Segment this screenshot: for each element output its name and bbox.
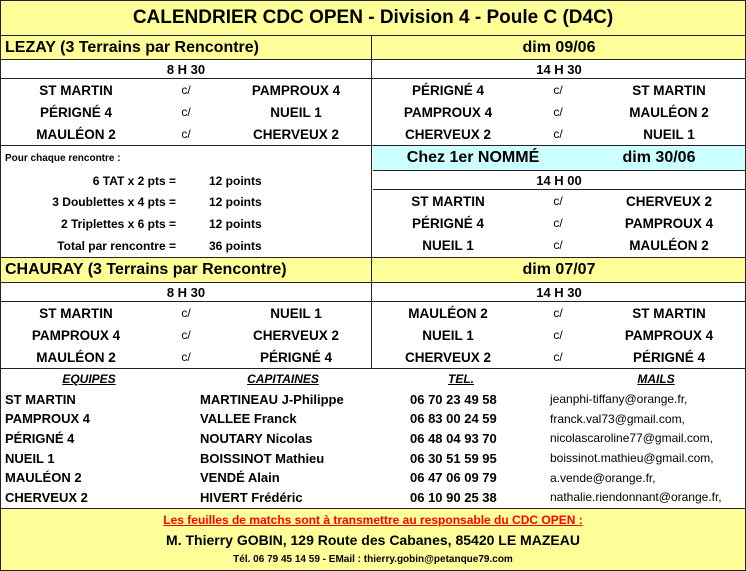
footer [1, 509, 745, 570]
block1-matches [1, 79, 745, 145]
block3-times [1, 283, 745, 301]
match-row: CHERVEUX 2 c/ PÉRIGNÉ 4 [404, 349, 706, 365]
scoring-box [1, 146, 371, 257]
middle-section [1, 146, 745, 257]
match-row: ST MARTIN c/ NUEIL 1 [39, 305, 322, 321]
block3-date: dim 07/07 [522, 261, 596, 278]
contacts-header [1, 369, 745, 389]
match-row: PÉRIGNÉ 4 c/ NUEIL 1 [39, 104, 322, 120]
match-row: MAULÉON 2 c/ CHERVEUX 2 [36, 126, 340, 142]
match-row: CHERVEUX 2 c/ NUEIL 1 [404, 126, 695, 142]
match-row: PAMPROUX 4 c/ MAULÉON 2 [403, 104, 709, 120]
match-row: PAMPROUX 4 c/ CHERVEUX 2 [31, 327, 340, 343]
header-capitaines: CAPITAINES [247, 372, 319, 386]
block2-time-row [373, 171, 745, 189]
contact-row: CHERVEUX 2 HIVERT Frédéric 06 10 90 25 38 nathalie.riendonnant@orange.fr, [1, 487, 745, 507]
block1-time-right: 14 H 30 [536, 61, 582, 77]
block1-header [1, 36, 745, 59]
contact-row: PAMPROUX 4 VALLEE Franck 06 83 00 24 59 franck.val73@gmail.com, [1, 409, 745, 428]
match-row: NUEIL 1 c/ PAMPROUX 4 [422, 327, 714, 343]
mail-link[interactable]: jeanphi-tiffany@orange.fr, [550, 392, 688, 406]
contacts-table [1, 369, 745, 508]
scoring-line: 2 Triplettes x 6 pts = 12 points [60, 217, 262, 231]
mail-link[interactable]: a.vende@orange.fr, [550, 470, 656, 485]
footer-contact: Tél. 06 79 45 14 59 - EMail : thierry.gobin@petanque79.com [233, 554, 513, 565]
block3-venue: CHAURAY (3 Terrains par Rencontre) [5, 261, 287, 278]
footer-notice: Les feuilles de matchs sont à transmettre au responsable du CDC OPEN : [163, 513, 583, 527]
block3-time-right: 14 H 30 [536, 284, 582, 300]
block1-time-left: 8 H 30 [166, 61, 206, 77]
title-bar [1, 1, 745, 35]
header-tel: TEL. [448, 372, 474, 386]
match-row: MAULÉON 2 c/ PÉRIGNÉ 4 [36, 349, 333, 365]
contact-row: MAULÉON 2 VENDÉ Alain 06 47 06 09 79 a.vende@orange.fr, [1, 468, 745, 487]
match-row: PÉRIGNÉ 4 c/ ST MARTIN [411, 82, 706, 98]
block3-header [1, 258, 745, 282]
match-row: MAULÉON 2 c/ ST MARTIN [408, 305, 706, 321]
block2-time: 14 H 00 [536, 172, 582, 188]
mail-link[interactable]: franck.val73@gmail.com, [550, 411, 685, 426]
scoring-total: Total par rencontre = 36 points [57, 239, 262, 253]
block1-times [1, 60, 745, 78]
block2-venue: Chez 1er NOMMÉ [406, 149, 540, 166]
footer-address: M. Thierry GOBIN, 129 Route des Cabanes, 85420 LE MAZEAU [166, 532, 580, 548]
contact-row: NUEIL 1 BOISSINOT Mathieu 06 30 51 59 95 boissinot.mathieu@gmail.com, [1, 448, 745, 468]
match-row: ST MARTIN c/ CHERVEUX 2 [411, 193, 713, 209]
block2-header [373, 146, 745, 170]
block1-venue: LEZAY (3 Terrains par Rencontre) [5, 38, 259, 56]
scoring-line: 3 Doublettes x 4 pts = 12 points [52, 195, 262, 209]
page-title: CALENDRIER CDC OPEN - Division 4 - Poule C (D4C) [132, 7, 614, 28]
mail-link[interactable]: nathalie.riendonnant@orange.fr, [550, 490, 722, 504]
block3-matches [1, 302, 745, 368]
header-equipes: EQUIPES [62, 372, 116, 386]
mail-link[interactable]: boissinot.mathieu@gmail.com, [550, 451, 714, 465]
mail-link[interactable]: nicolascaroline77@gmail.com, [550, 431, 713, 445]
match-row: NUEIL 1 c/ MAULÉON 2 [422, 237, 709, 253]
block2-date: dim 30/06 [622, 149, 696, 166]
scoring-line: 6 TAT x 2 pts = 12 points [92, 173, 262, 188]
contact-row: ST MARTIN MARTINEAU J-Philippe 06 70 23 49 58 jeanphi-tiffany@orange.fr, [1, 389, 745, 409]
match-row: ST MARTIN c/ PAMPROUX 4 [39, 82, 341, 98]
header-mails: MAILS [637, 372, 675, 386]
block2 [373, 146, 745, 257]
block3-time-left: 8 H 30 [166, 284, 206, 300]
scoring-intro: Pour chaque rencontre : [5, 152, 121, 164]
contact-row: PÉRIGNÉ 4 NOUTARY Nicolas 06 48 04 93 70 nicolascaroline77@gmail.com, [1, 428, 745, 448]
match-row: PÉRIGNÉ 4 c/ PAMPROUX 4 [411, 215, 714, 231]
block1-date: dim 09/06 [522, 38, 596, 56]
